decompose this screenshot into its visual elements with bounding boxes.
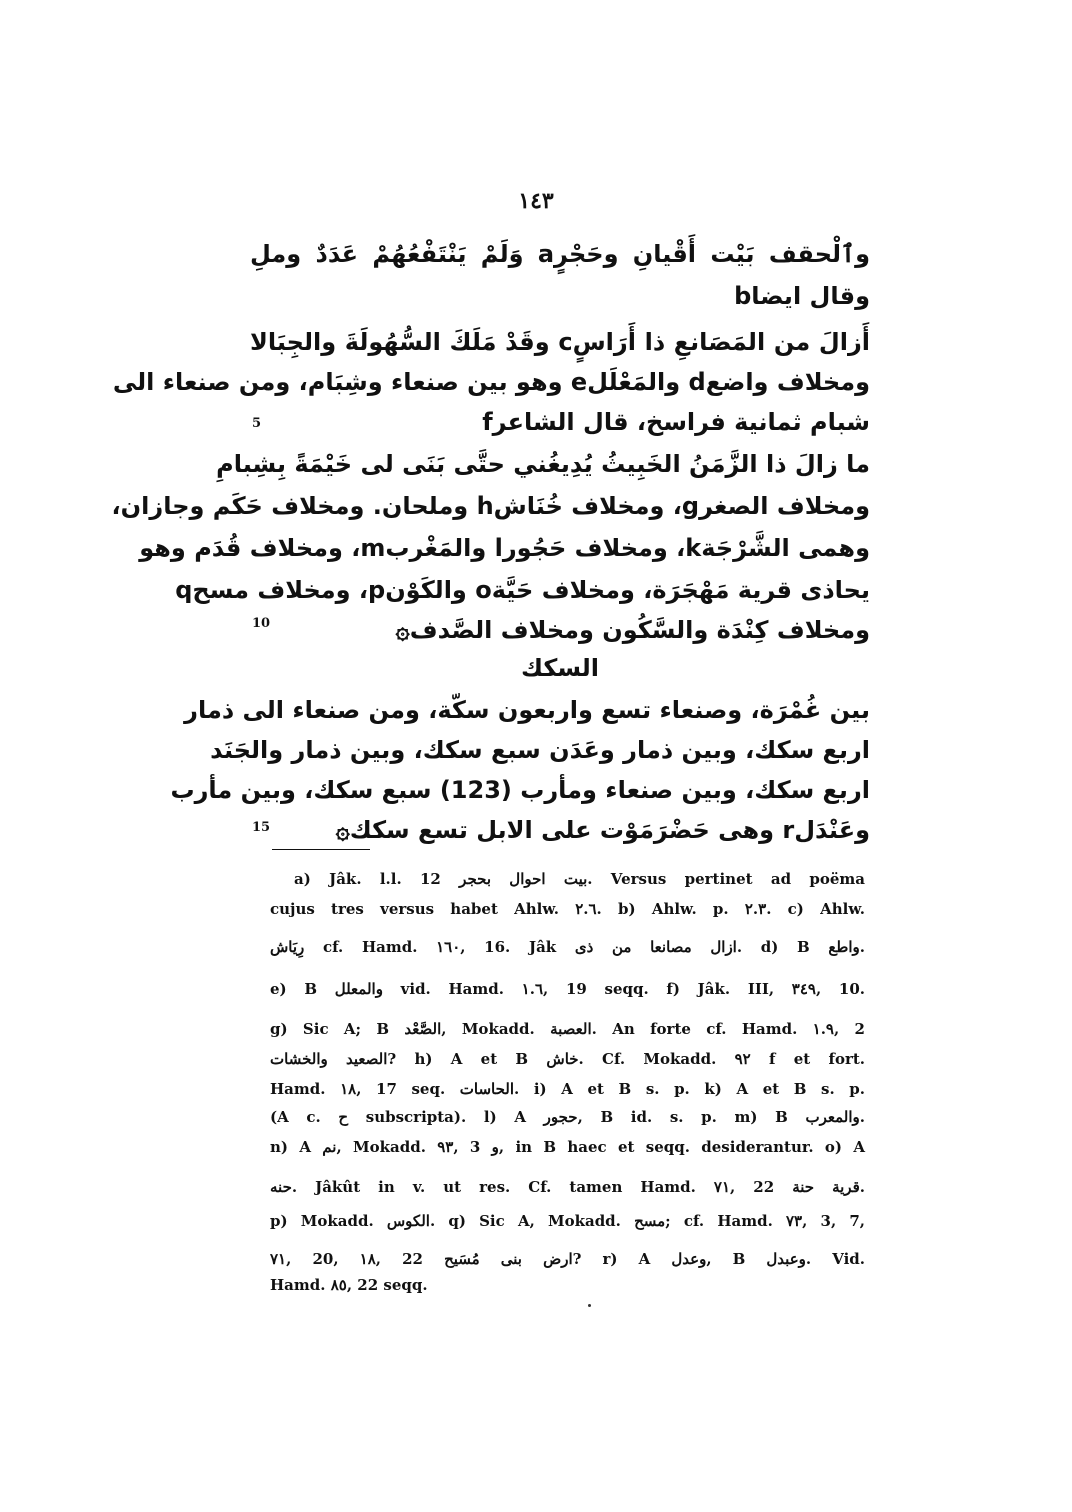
text-line: أَزالَ من المَصَانعِ ذا أَرَاسٍc وقَدْ مَلَكَ السُّهُولَةَ والجِبَالا [250,328,871,356]
footnote-line: Hamd. ١٨, 17 seq. الحاسات. i) A et B s. p. k) A et B s. p. [270,1080,865,1098]
footnote-line: ٧١, 20, ١٨, 22 ارض بنى مُسَيح? r) A وعدل, B وعبدل. Vid. [270,1250,866,1268]
footnote-line: (A c. ح subscripta). l) A حجور, B id. s. p. m) B والمعرب. [270,1108,866,1126]
footnote-line: الصعيد والخشات? h) A et B خاش. Cf. Mokadd. ٩٢ f et fort. [270,1050,866,1068]
text-line: ومخلاف واضعd والمَعْلَلe وهو بين صنعاء وشِبَام، ومن صنعاء الى [112,368,870,396]
text-line: ما زالَ ذا الزَّمَنُ الخَبِيثُ يُدِيغُني حتَّى بَنَى لى خَيْمَةً بِشِبامِ [216,450,870,478]
footnote-line: رِيَاش cf. Hamd. ١٦٠, 16. Jâk ازال مصانعا من ذى. d) B واطع. [270,938,865,956]
line-number: 5 [252,416,262,431]
text-line: اربع سكك، وبين ذمار وعَدَن سبع سكك، وبين ذمار والجَنَد [210,736,870,764]
footnote-line: a) Jâk. l.l. 12 بيت احوال بحجر. Versus pertinet ad poëma [294,870,865,888]
text-line: شبام ثمانية فراسخ، قال الشاعرf [482,408,870,436]
footnote-line: Hamd. ٨٥, 22 seqq. [270,1276,428,1294]
footnote-line: n) A نم, Mokadd. ٩٣, 3 و, in B haec et seqq. desiderantur. o) A [270,1138,865,1156]
text-line: وعَنْدَلr وهى حَضْرَمَوْت على الابل تسع سكك۞ [335,816,870,844]
text-line: بين غُمْرَة، وصنعاء تسع واربعون سكّة، ومن صنعاء الى ذمار [184,696,870,724]
text-line: وٱلْحقف بَيْت أَقْيانِ وحَجْرٍa وَلَمْ يَنْتَفْعُهُمْ عَدَدٌ وملِ [250,240,870,268]
text-line: وهمى الشَّرْجَةk، ومخلاف حَجُورl والمَغْربm، ومخلاف قُدَم وهو [139,534,870,562]
text-line: ومخلاف الصغرg، ومخلاف خُنَاشh وملحان. ومخلاف حَكَم وجازان، [111,492,870,520]
text-line: ومخلاف كِنْدَة والسَّكُون ومخلاف الصَّدف۞ [395,616,870,644]
footnote-line: p) Mokadd. الكوس. q) Sic A, Mokadd. مسح; cf. Hamd. ٧٣, 3, 7, [270,1212,865,1230]
line-number: 15 [252,820,271,835]
text-line: اربع سكك، وبين صنعاء ومأرب (123) سبع سكك، وبين مأرب [170,776,870,804]
footnote-line: e) B والمعلل vid. Hamd. ١.٦, 19 seqq. f) Jâk. III, ٣٤٩, 10. [270,980,865,998]
speck-mark [588,1304,591,1307]
text-line: وقال ايضاb [734,282,870,310]
footnote-line: حنه. Jâkût in v. ut res. Cf. tamen Hamd. ٧١, 22 قرية حنة. [270,1178,865,1196]
footnote-separator [272,849,370,850]
page-number: ١٤٣ [518,188,554,214]
text-line: يحاذى قرية مَهْجَرَة، ومخلاف حَيَّةo والكَوْنp، ومخلاف مسحq [175,576,870,604]
line-number: 10 [252,616,271,631]
footnote-line: cujus tres versus habet Ahlw. ٢.٦. b) Ahlw. p. ٢.٣. c) Ahlw. [270,900,865,918]
section-heading: السكك [521,654,599,682]
footnote-line: g) Sic A; B الصَّعْد, Mokadd. العصبة. An forte cf. Hamd. ١.٩, 2 [270,1020,865,1038]
